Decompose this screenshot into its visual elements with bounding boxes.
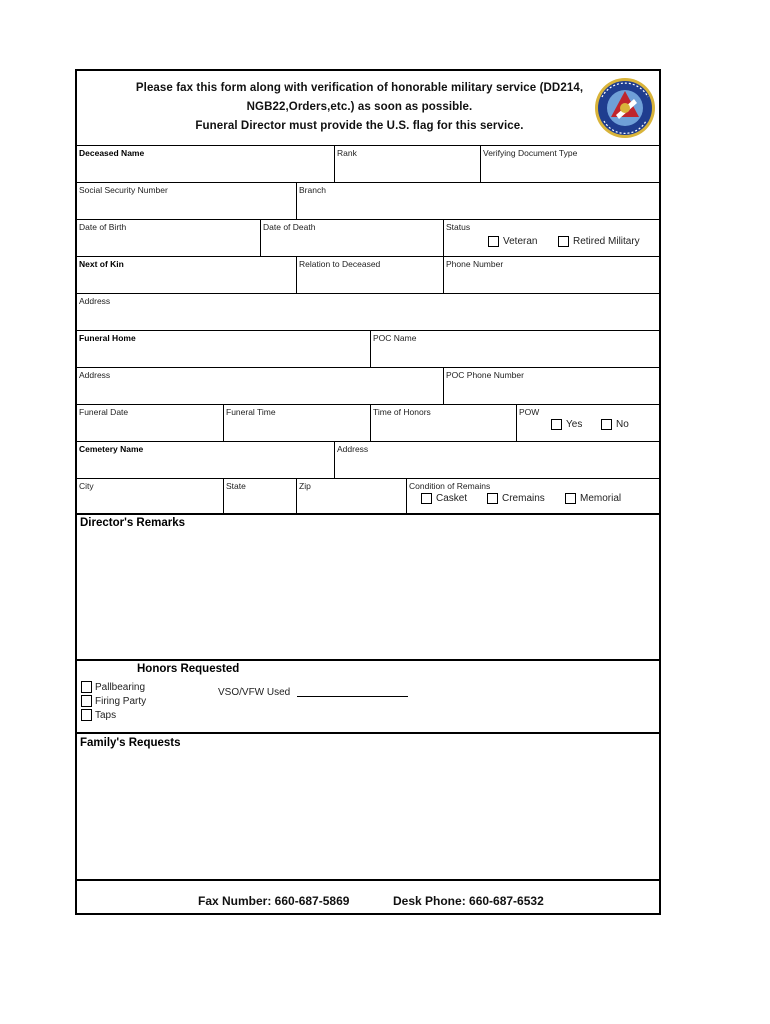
funeral-time-label: Funeral Time [226,407,276,417]
form-footer [77,881,659,913]
form-header [77,71,659,145]
firing-party-option[interactable] [81,695,146,707]
memorial-label: Memorial [580,493,622,504]
status-label: Status [446,222,471,232]
cremains-option[interactable] [487,493,545,504]
condition-of-remains-label: Condition of Remains [409,481,491,491]
state-label: State [226,481,246,491]
desk-phone: Desk Phone: 660-687-6532 [393,894,544,908]
divider [77,513,659,515]
date-of-death-field[interactable] [260,219,443,256]
pow-no-label: No [616,419,629,430]
header-line-1: Please fax this form along with verification of honorable military service (DD214, [135,82,584,94]
branch-field[interactable] [296,182,659,219]
divider [77,732,659,734]
header-line-2: NGB22,Orders,etc.) as soon as possible. [246,101,473,113]
retired-military-label: Retired Military [573,236,640,247]
taps-option[interactable] [81,709,116,721]
relation-to-deceased-label: Relation to Deceased [299,259,381,269]
state-field[interactable] [223,478,296,514]
next-of-kin-field[interactable] [77,256,296,293]
deceased-name-field[interactable] [77,145,334,182]
directors-remarks-area[interactable] [77,533,659,659]
pow-yes-option[interactable] [551,419,582,430]
time-of-honors-field[interactable] [370,404,516,441]
familys-requests-area[interactable] [77,753,659,879]
funeral-time-field[interactable] [223,404,370,441]
pow-yes-checkbox[interactable] [551,419,562,430]
cemetery-name-label: Cemetery Name [79,444,144,454]
vso-vfw-used-input-line[interactable] [297,696,408,697]
phone-number-label: Phone Number [446,259,504,269]
honors-requested-title: Honors Requested [137,663,240,675]
funeral-home-field[interactable] [77,330,370,367]
status-veteran-option[interactable] [488,236,537,247]
date-of-birth-label: Date of Birth [79,222,127,232]
pow-no-checkbox[interactable] [601,419,612,430]
casket-checkbox[interactable] [421,493,432,504]
casket-label: Casket [436,493,468,504]
cemetery-address-label: Address [337,444,369,454]
phone-number-field[interactable] [443,256,659,293]
funeral-home-address-label: Address [79,370,111,380]
familys-requests-title: Family's Requests [80,737,181,749]
funeral-home-address-field[interactable] [77,367,443,404]
zip-label: Zip [299,481,311,491]
pallbearing-checkbox[interactable] [81,681,92,693]
firing-party-checkbox[interactable] [81,695,92,707]
status-retired-option[interactable] [558,236,640,247]
date-of-birth-field[interactable] [77,219,260,256]
deceased-name-label: Deceased Name [79,148,145,158]
funeral-home-label: Funeral Home [79,333,136,343]
veteran-checkbox[interactable] [488,236,499,247]
verifying-document-type-label: Verifying Document Type [483,148,578,158]
vso-vfw-used-label: VSO/VFW Used [218,687,291,698]
time-of-honors-label: Time of Honors [373,407,431,417]
pow-yes-label: Yes [566,419,583,430]
cremains-label: Cremains [502,493,545,504]
taps-label: Taps [95,709,117,721]
poc-name-label: POC Name [373,333,417,343]
ssn-field[interactable] [77,182,296,219]
directors-remarks-title: Director's Remarks [80,517,186,529]
next-of-kin-label: Next of Kin [79,259,124,269]
city-label: City [79,481,94,491]
poc-name-field[interactable] [370,330,659,367]
pallbearing-label: Pallbearing [95,681,146,693]
fax-number: Fax Number: 660-687-5869 [198,894,350,908]
city-field[interactable] [77,478,223,514]
taps-checkbox[interactable] [81,709,92,721]
kin-address-label: Address [79,296,111,306]
kin-address-field[interactable] [77,293,659,330]
firing-party-label: Firing Party [95,695,147,707]
funeral-date-label: Funeral Date [79,407,129,417]
condition-of-remains-field [406,478,659,514]
poc-phone-number-label: POC Phone Number [446,370,524,380]
header-line-3: Funeral Director must provide the U.S. flag for this service. [195,120,524,132]
verifying-document-type-field[interactable] [480,145,659,182]
rank-field[interactable] [334,145,480,182]
ssn-label: Social Security Number [79,185,168,195]
relation-to-deceased-field[interactable] [296,256,443,293]
date-of-death-label: Date of Death [263,222,316,232]
cemetery-address-field[interactable] [334,441,659,478]
funeral-date-field[interactable] [77,404,223,441]
cemetery-name-field[interactable] [77,441,334,478]
status-field [443,219,659,256]
zip-field[interactable] [296,478,406,514]
casket-option[interactable] [421,493,467,504]
poc-phone-number-field[interactable] [443,367,659,404]
pallbearing-option[interactable] [81,681,145,693]
honors-request-form [75,69,661,915]
divider [77,659,659,661]
cremains-checkbox[interactable] [487,493,498,504]
pow-field [516,404,659,441]
retired-military-checkbox[interactable] [558,236,569,247]
pow-no-option[interactable] [601,419,629,430]
branch-label: Branch [299,185,326,195]
veteran-label: Veteran [503,236,538,247]
memorial-option[interactable] [565,493,621,504]
memorial-checkbox[interactable] [565,493,576,504]
pow-label: POW [519,407,540,417]
rank-label: Rank [337,148,357,158]
unit-emblem-icon [594,77,656,139]
